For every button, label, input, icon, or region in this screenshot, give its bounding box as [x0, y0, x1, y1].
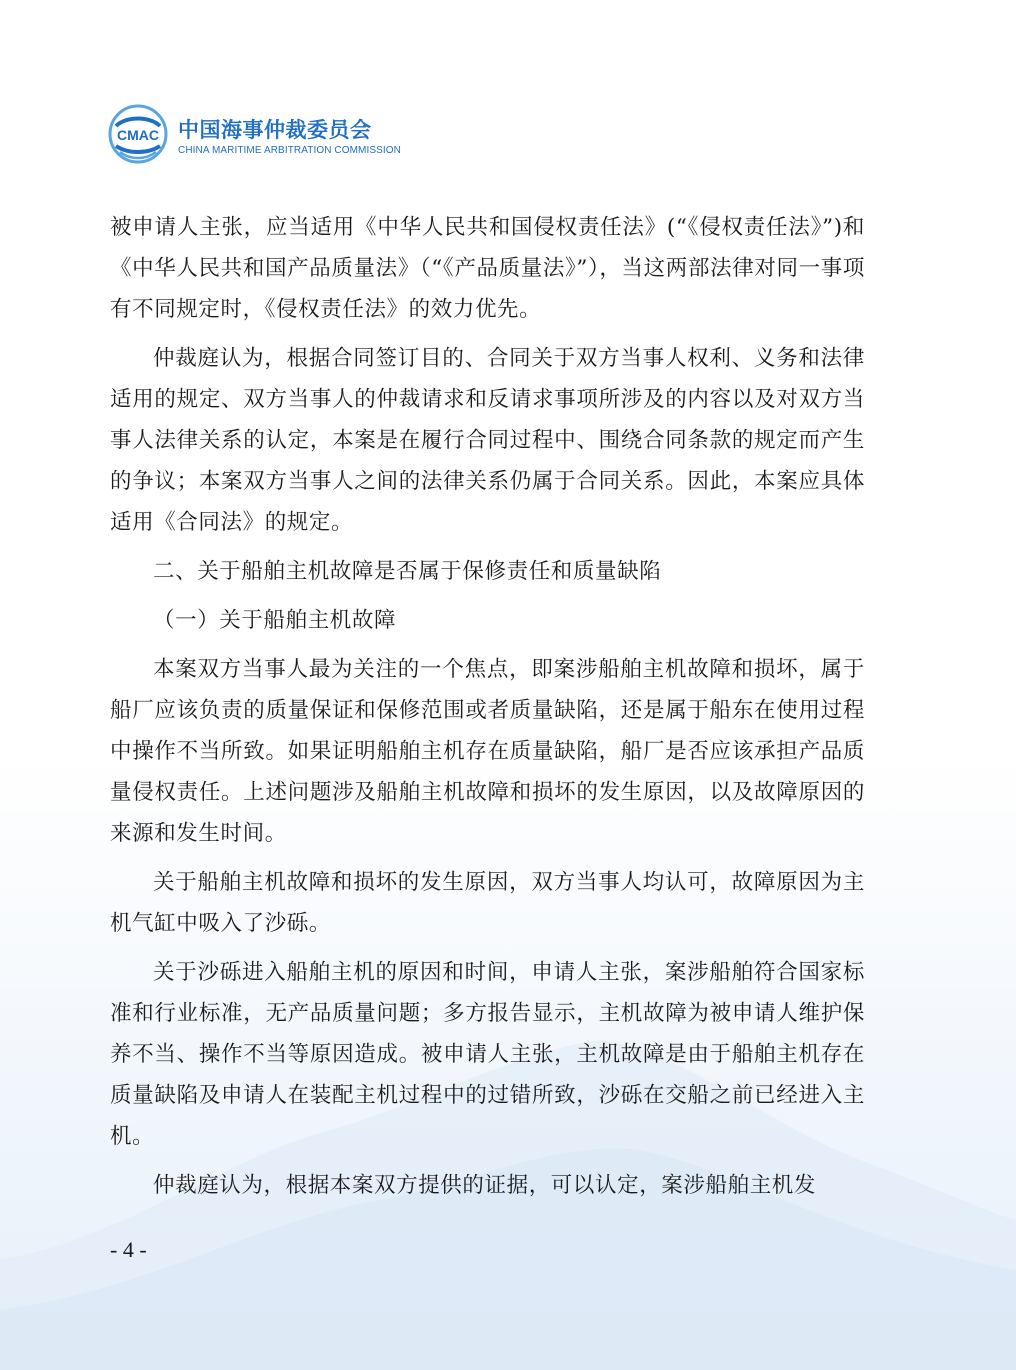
paragraph: 本案双方当事人最为关注的一个焦点，即案涉船舶主机故障和损坏，属于船厂应该负责的质量保证和保修范围或者质量缺陷，还是属于船东在使用过程中操作不当所致。如果证明船舶主机存在质量缺陷，船厂是否应该承担产品质量侵权责任。上述问题涉及船舶主机故障和损坏的发生原因，以及故障原因的来源和发生时间。: [110, 657, 865, 846]
org-name-en: CHINA MARITIME ARBITRATION COMMISSION: [178, 145, 401, 156]
logo-text: CMAC: [117, 127, 159, 143]
document-body: [110, 207, 865, 1206]
paragraph: 仲裁庭认为，根据合同签订目的、合同关于双方当事人权利、义务和法律适用的规定、双方当事人的仲裁请求和反请求事项所涉及的内容以及对双方当事人法律关系的认定，本案是在履行合同过程中、围绕合同条款的规定而产生的争议；本案双方当事人之间的法律关系仍属于合同关系。因此，本案应具体适用《合同法》的规定。: [110, 346, 865, 535]
paragraph: 关于船舶主机故障和损坏的发生原因，双方当事人均认可，故障原因为主机气缸中吸入了沙砾。: [110, 870, 865, 936]
cmac-logo-icon: [108, 104, 168, 164]
subsection-heading: （一）关于船舶主机故障: [153, 608, 397, 633]
paragraph: 被申请人主张，应当适用《中华人民共和国侵权责任法》(“《侵权责任法》”)和《中华人民共和国产品质量法》（“《产品质量法》”），当这两部法律对同一事项有不同规定时，《侵权责任法》的效力优先。: [110, 215, 865, 322]
paragraph: 关于沙砾进入船舶主机的原因和时间，申请人主张，案涉船舶符合国家标准和行业标准，无产品质量问题；多方报告显示，主机故障为被申请人维护保养不当、操作不当等原因造成。被申请人主张，主机故障是由于船舶主机存在质量缺陷及申请人在装配主机过程中的过错所致，沙砾在交船之前已经进入主机。: [110, 960, 865, 1149]
letterhead: [108, 104, 528, 170]
section-heading: 二、关于船舶主机故障是否属于保修责任和质量缺陷: [153, 559, 662, 584]
org-name-cn: 中国海事仲裁委员会: [178, 118, 372, 142]
page-number: - 4 -: [110, 1237, 147, 1262]
paragraph: 仲裁庭认为，根据本案双方提供的证据，可以认定，案涉船舶主机发: [153, 1173, 817, 1198]
